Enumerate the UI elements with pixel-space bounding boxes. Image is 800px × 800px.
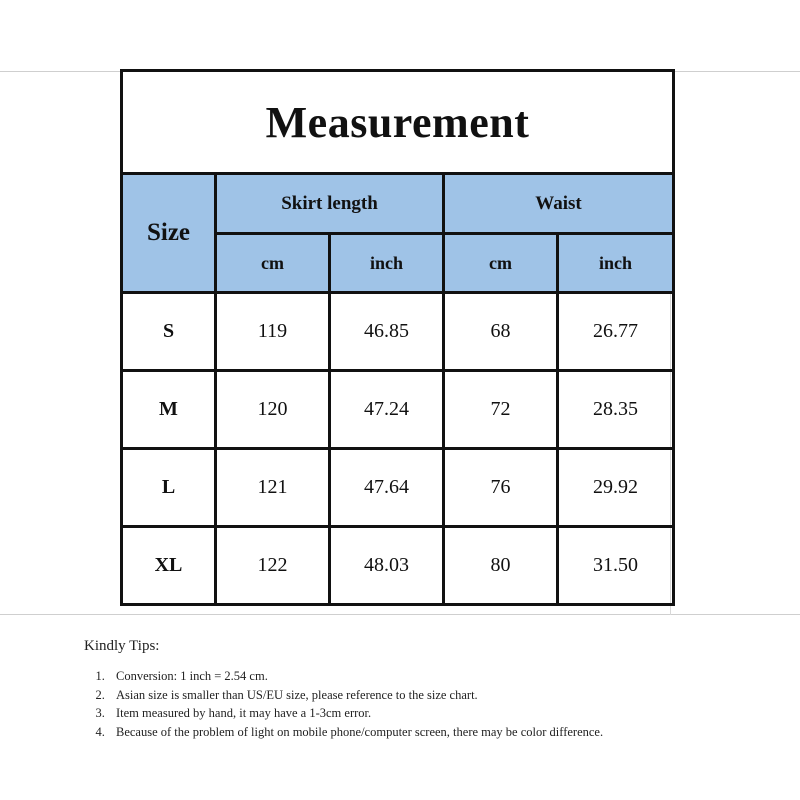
size-chart-table xyxy=(120,69,675,606)
skirt-cm-cell: 120 xyxy=(216,371,330,449)
size-cell: M xyxy=(122,371,216,449)
table-row xyxy=(122,527,674,605)
waist-inch-cell: 29.92 xyxy=(558,449,674,527)
unit-header: cm xyxy=(216,234,330,293)
skirt-inch-cell: 46.85 xyxy=(330,293,444,371)
unit-header: cm xyxy=(444,234,558,293)
waist-inch-cell: 26.77 xyxy=(558,293,674,371)
tips-title: Kindly Tips: xyxy=(84,638,160,654)
skirt-length-header: Skirt length xyxy=(216,174,444,234)
waist-cm-cell: 76 xyxy=(444,449,558,527)
size-cell: S xyxy=(122,293,216,371)
unit-header: inch xyxy=(558,234,674,293)
waist-cm-cell: 72 xyxy=(444,371,558,449)
list-item: 3. Item measured by hand, it may have a 1-3cm error. xyxy=(108,704,684,723)
table-row xyxy=(122,371,674,449)
skirt-cm-cell: 122 xyxy=(216,527,330,605)
table-row xyxy=(122,449,674,527)
list-item: 1. Conversion: 1 inch = 2.54 cm. xyxy=(108,667,684,686)
skirt-inch-cell: 47.64 xyxy=(330,449,444,527)
waist-header: Waist xyxy=(444,174,674,234)
table-row xyxy=(122,293,674,371)
size-cell: XL xyxy=(122,527,216,605)
skirt-inch-cell: 47.24 xyxy=(330,371,444,449)
skirt-cm-cell: 121 xyxy=(216,449,330,527)
waist-inch-cell: 28.35 xyxy=(558,371,674,449)
bottom-divider xyxy=(0,614,800,615)
waist-cm-cell: 80 xyxy=(444,527,558,605)
skirt-cm-cell: 119 xyxy=(216,293,330,371)
waist-cm-cell: 68 xyxy=(444,293,558,371)
list-item: 4. Because of the problem of light on mobile phone/computer screen, there may be color difference. xyxy=(108,723,684,742)
tips-list xyxy=(84,667,684,741)
unit-header: inch xyxy=(330,234,444,293)
size-cell: L xyxy=(122,449,216,527)
kindly-tips xyxy=(84,638,684,741)
skirt-inch-cell: 48.03 xyxy=(330,527,444,605)
waist-inch-cell: 31.50 xyxy=(558,527,674,605)
size-header: Size xyxy=(122,174,216,293)
table-title: Measurement xyxy=(122,71,674,174)
list-item: 2. Asian size is smaller than US/EU size, please reference to the size chart. xyxy=(108,686,684,705)
